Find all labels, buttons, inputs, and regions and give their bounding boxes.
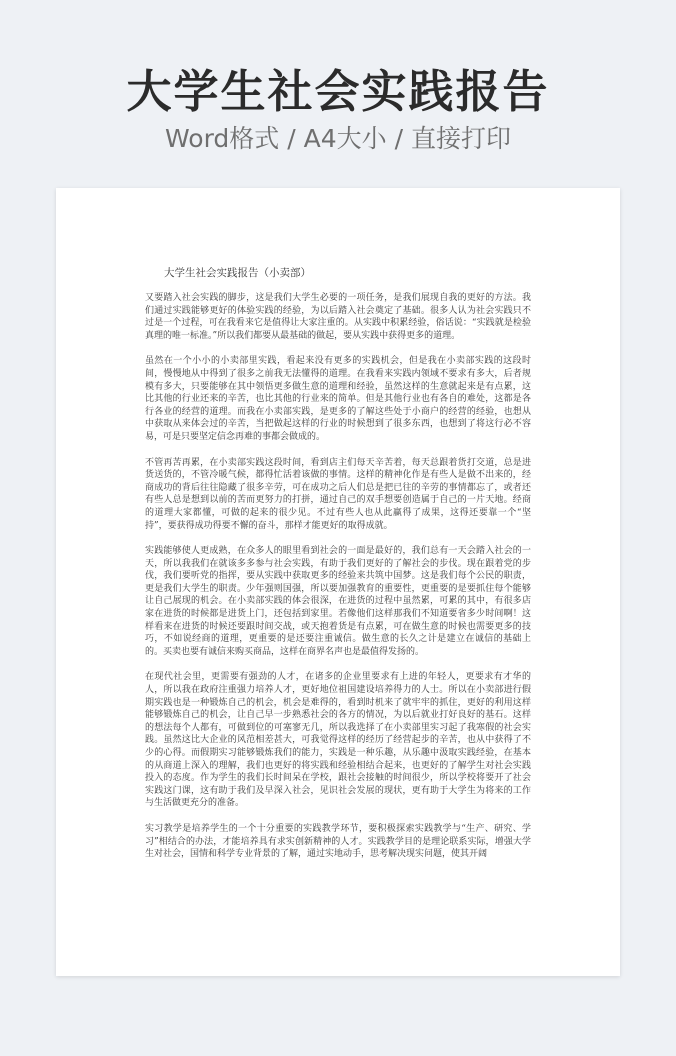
paragraph: 虽然在一个小小的小卖部里实践，看起来没有更多的实践机会，但是我在小卖部实践的这段时间，慢慢地从中得到了很多之前我无法懂得的道理。在我看来实践内领域不要求有多大，后者规模有多大，只要能够在其中领悟更多做生意的道理和经验，虽然这样的生意就起来是有点累，这比其他的行业还来的辛苦，也比其他的行业来的简单。但是其他行业也有各自的难处，这都是各行各业的经营的道理。而我在小卖部实践，是更多的了解这些处于小商户的经营的经验，也想从中获取从来体会过的辛苦，当把做起这样的行业的时候想到了很多东西，也想到了将这行必不容易，可是只要坚定信念再难的事都会做成的。 [145,356,531,442]
paragraph: 实践能够使人更成熟，在众多人的眼里看到社会的一面是最好的，我们总有一天会踏入社会的一天，所以我我们在就该多多参与社会实践，有助于我们更好的了解社会的步伐。现在跟着党的步伐，我们要听党的指挥，要从实践中获取更多的经验来共筑中国梦。这是我们每个公民的职责，更是我们大学生的职责。少年强则国强，所以要加强教育的重要性，更重要的是要抓住每个能够让自己展现的机会。在小卖部实践的体会很深，在进货的过程中虽然累，可累的其中，有很多店家在进货的时候都是进货上门，还包括到家里。若像他们这样那我们不知道要省多少时间啊！这样看来在进货的时候还要跟时间交战，或天抱着货是有点累，可在做生意的时候也需要更多的技巧，不如说经商的道理，更重要的是还要注重诚信。做生意的长久之计是建立在诚信的基础上的。买卖也要有诚信来购买商品，这样在商界名声也是最值得发扬的。 [145,546,531,657]
paragraph: 在现代社会里，更需要有强劲的人才，在诸多的企业里要求有上进的年轻人，更要求有才华的人，所以我在政府注重强力培养人才，更好地位祖国建设培养得力的人士。所以在小卖部进行假期实践也是一种锻炼自己的机会，机会是难得的，看到时机来了就牢牢的抓住，更好的利用这样能够锻炼自己的机会，让自己早一步熟悉社会的各方的情况，为以后就业打好良好的基石。这样的想法每个人都有，可做到位的可塞寥无几，所以我选择了在小卖部里实习起了我寒假的社会实践。虽然这比大企业的风范相差甚大，可我觉得这样的经历了经营起步的辛苦，也从中获得了不少的心得。而假期实习能够锻炼我们的能力，实践是一种乐趣，从乐趣中汲取实践经验，在基本的从商道上深入的理解，我们也更好的将实践和经验相结合起来，也更好的了解学生对社会实践投入的态度。作为学生的我们长时间呆在学校，跟社会接触的时间很少，所以学校将要开了社会实践这门课，这有助于我们及早深入社会，见识社会发展的现状，更有助于大学生为将来的工作与生活做更充分的准备。 [145,672,531,809]
document-title: 大学生社会实践报告（小卖部） [164,267,311,279]
paragraph: 不管再苦再累，在小卖部实践这段时间，看到店主们每天辛苦着，每天总跟着货打交道，总是进货送货的，不管冷暖气候，都得忙活着该做的事情。这样的精神化作是有些人是做不出来的，经商成功的背后往往隐藏了很多辛劳，可在成功之后人们总是把已往的辛劳的事情都忘了，或者还有些人总是想到以前的苦而更努力的打拼，通过自己的双手想要创造属于自己的一片天地。经商的道理大家都懂，可做的起来的很少见。不过有些人也从此赢得了成果，这得还要靠一个“坚持”，要获得成功得要不懈的奋斗，那样才能更好的取得成就。 [145,457,531,531]
paragraph: 又要踏入社会实践的脚步，这是我们大学生必要的一项任务，是我们展现自我的更好的方法。我们通过实践能够更好的体验实践的经验，为以后踏入社会奠定了基础。很多人认为社会实践只不过是一个过程，可在我看来它是值得让大家注重的。从实践中积累经验，俗话说：“实践就是检验真理的唯一标准。”所以我们都要从最基础的做起，要从实践中获得更多的道理。 [145,293,531,341]
document-page [56,188,620,976]
document-body [145,292,531,874]
hero-subtitle: Word格式 / A4大小 / 直接打印 [165,124,511,153]
hero-title: 大学生社会实践报告 [126,65,550,118]
paragraph: 实习教学是培养学生的一个十分重要的实践教学环节，要积极探索实践教学与“生产、研究、学习”相结合的办法，才能培养具有求实创新精神的人才。实践教学目的是理论联系实际，增强大学生对社会，国情和科学专业背景的了解，通过实地动手，思考解决现实问题，使其开阔 [145,823,531,860]
